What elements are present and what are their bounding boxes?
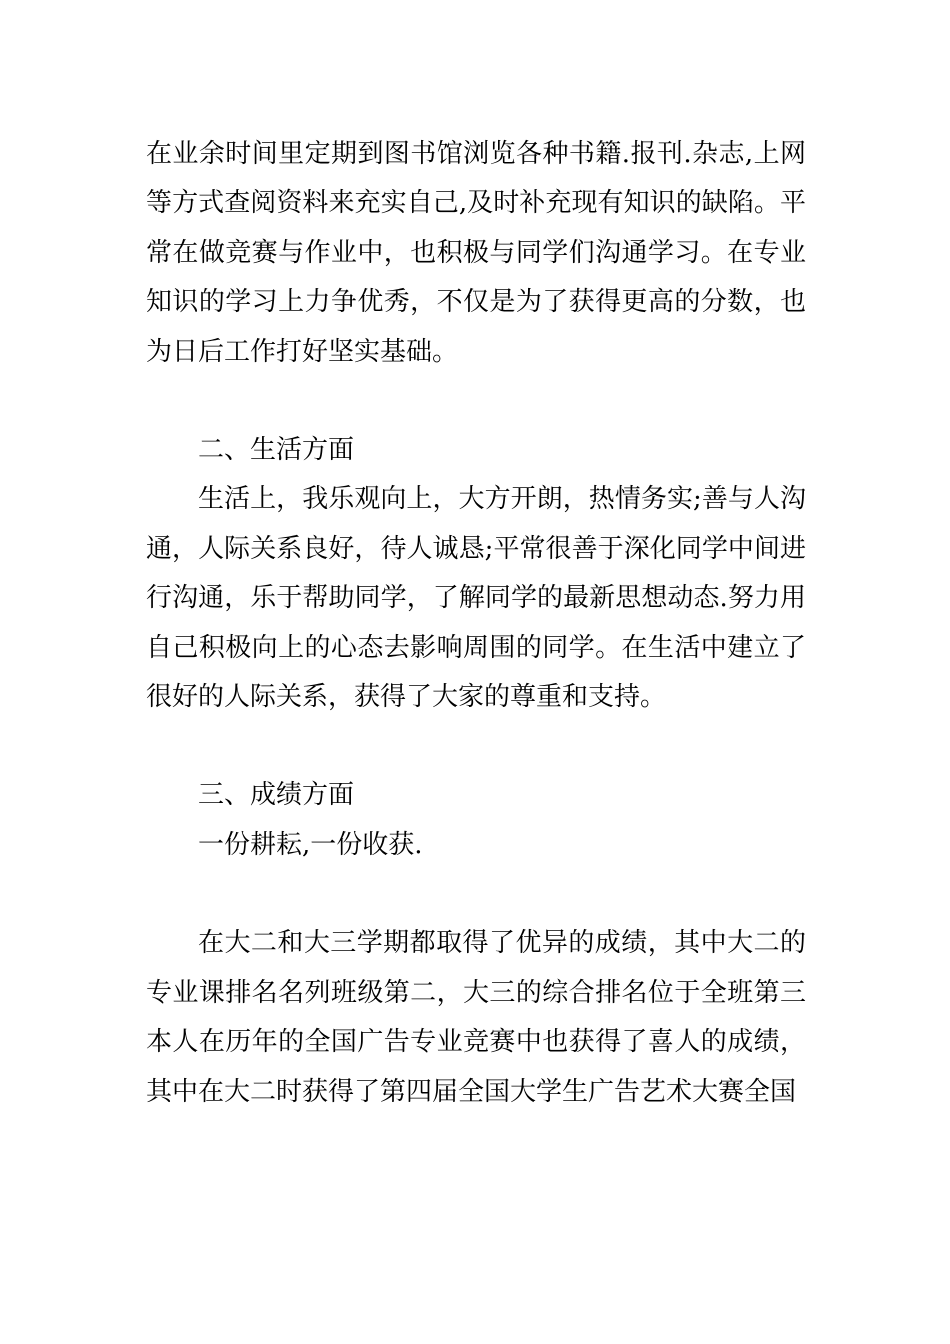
document-body — [146, 130, 806, 1117]
paragraph-study-continued: 在业余时间里定期到图书馆浏览各种书籍.报刊.杂志,上网等方式查阅资料来充实自己,及时补充现有知识的缺陷。平常在做竞赛与作业中，也积极与同学们沟通学习。在专业知识的学习上力争优秀，不仅是为了获得更高的分数，也为日后工作打好坚实基础。 — [146, 139, 806, 367]
section-heading-life: 二、生活方面 — [198, 435, 355, 466]
paragraph-grades: 在大二和大三学期都取得了优异的成绩，其中大二的专业课排名名列班级第二，大三的综合排名位于全班第三本人在历年的全国广告专业竞赛中也获得了喜人的成绩，其中在大二时获得了第四届全国大学生广告艺术大赛全国 — [146, 928, 806, 1107]
paragraph-harvest: 一份耕耘,一份收获. — [198, 829, 423, 860]
section-heading-grades: 三、成绩方面 — [198, 780, 355, 811]
paragraph-life: 生活上，我乐观向上，大方开朗，热情务实;善与人沟通，人际关系良好，待人诚恳;平常很善于深化同学中间进行沟通，乐于帮助同学，了解同学的最新思想动态.努力用自己积极向上的心态去影响周围的同学。在生活中建立了很好的人际关系，获得了大家的尊重和支持。 — [146, 484, 806, 713]
